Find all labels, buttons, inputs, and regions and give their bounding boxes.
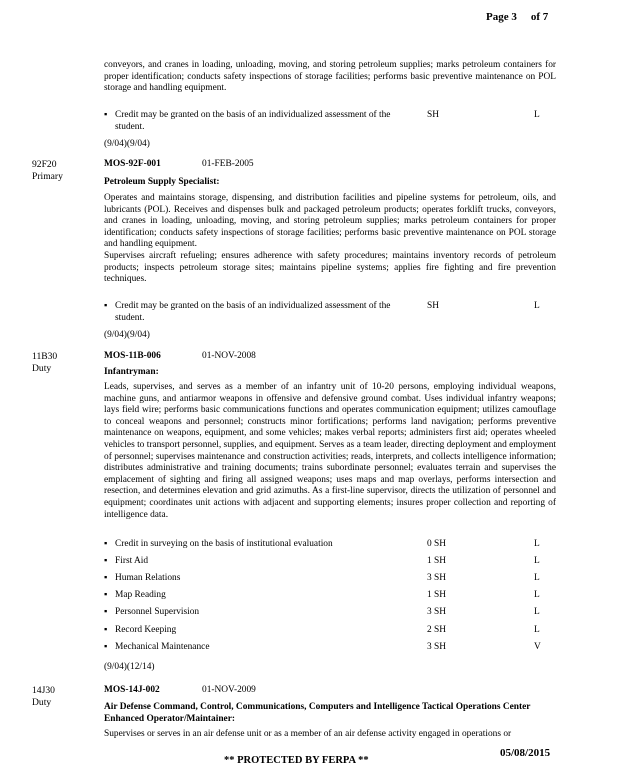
mos-date: 01-NOV-2009 [202,685,256,695]
mos-type: Primary [32,170,63,182]
mos-id: MOS-11B-006 [104,351,161,361]
credit-item [104,539,404,551]
credit-hours: 1 SH [427,590,447,600]
credit-text: Personnel Supervision [115,607,200,617]
bullet-icon: ▪ [104,539,108,549]
credit-level: L [534,110,540,120]
mos-id: MOS-92F-001 [104,159,161,169]
credit-item [104,301,404,324]
credit-level: V [534,642,541,652]
credit-item [104,110,404,133]
credit-level: L [534,590,540,600]
credit-text: First Aid [115,556,149,566]
credit-hours: 1 SH [427,556,447,566]
credit-hours: SH [427,301,439,311]
mos-code-label [32,351,92,374]
credit-text: Mechanical Maintenance [115,642,210,652]
bullet-icon: ▪ [104,625,108,635]
credit-hours: SH [427,110,439,120]
mos-entry-header [104,351,556,363]
credit-hours: 2 SH [427,625,447,635]
credit-text: Record Keeping [115,625,177,635]
credit-level: L [534,539,540,549]
print-date: 05/08/2015 [500,747,551,759]
continuation-paragraph: conveyors, and cranes in loading, unloading, moving, and storing petroleum supplies; marks petroleum containers for proper identification; conducts safety inspections of storage facilities; performs basic preventive maintenance on POL storage and handling equipment. [104,60,556,94]
credit-item [104,642,404,654]
mos-title: Air Defense Command, Control, Communications, Computers and Intelligence Tactical Operations Center Enhanced Operator/Maintainer: [104,702,531,724]
bullet-icon: ▪ [104,590,108,600]
credit-level: L [534,556,540,566]
bullet-icon: ▪ [104,642,108,652]
bullet-icon: ▪ [104,301,108,311]
mos-code-label [32,685,92,708]
mos-id: MOS-14J-002 [104,685,160,695]
mos-code: 92F20 [32,159,57,170]
evaluation-dates: (9/04)(12/14) [104,662,155,672]
credit-text: Human Relations [115,573,181,583]
credit-level: L [534,607,540,617]
page-number [486,12,548,24]
mos-code-label [32,159,92,182]
credit-item [104,573,404,585]
evaluation-dates: (9/04)(9/04) [104,330,150,340]
bullet-icon: ▪ [104,110,108,120]
credit-hours: 3 SH [427,573,447,583]
mos-title: Infantryman: [104,367,159,377]
page-label: Page 3 [486,11,517,23]
evaluation-dates: (9/04)(9/04) [104,139,150,149]
credit-item [104,590,404,602]
credit-hours: 0 SH [427,539,447,549]
credit-item [104,625,404,637]
credit-hours: 3 SH [427,607,447,617]
credit-level: L [534,301,540,311]
bullet-icon: ▪ [104,556,108,566]
credit-level: L [534,573,540,583]
credit-item [104,556,404,568]
credit-text: Credit in surveying on the basis of institutional evaluation [115,539,333,549]
mos-description-continued: Supervises aircraft refueling; ensures adherence with safety procedures; maintains inventory records of petroleum products; inspects petroleum storage sites; maintains pipeline systems; applies fire fighting and fire prevention techniques. [104,251,556,285]
mos-type: Duty [32,362,52,374]
credit-text: Map Reading [115,590,166,600]
mos-description: Leads, supervises, and serves as a member of an infantry unit of 10-20 persons, employing individual weapons, machine guns, and antiarmor weapons in offensive and defensive ground combat. Uses individual infantry weapons; lays field wire; performs basic communications functions and operates communication equipment; utilizes camouflage to conceal weapons and personnel; constructs minor fortifications; performs land navigation; performs preventive maintenance on weapons, equipment, and some vehicles; makes verbal reports; administers first aid; operates wheeled vehicles to transport personnel, supplies, and equipment. Serves as a team leader, directing deployment and employment of personnel; supervises maintenance and construction activities; reads, interprets, and collects intelligence information; distributes administrative and training documents; trains subordinate personnel; evaluates terrain and supervises the emplacement of sighting and firing all assigned weapons; uses maps and map overlays, performs intersection and resection, and determines elevation and grid azimuths. As a first-line supervisor, directs the utilization of personnel and equipment; coordinates unit actions with adjacent and supporting elements; insures proper collection and reporting of intelligence data. [104,382,556,520]
mos-date: 01-FEB-2005 [202,159,254,169]
credit-text: Credit may be granted on the basis of an individualized assessment of the student. [115,301,391,323]
mos-description: Supervises or serves in an air defense unit or as a member of an air defense activity engaged in operations or [104,729,512,739]
page-of: of 7 [530,11,549,23]
mos-code: 11B30 [32,351,58,362]
mos-date: 01-NOV-2008 [202,351,256,361]
credit-item [104,607,404,619]
credit-hours: 3 SH [427,642,447,652]
mos-entry-header [104,159,556,171]
credit-level: L [534,625,540,635]
ferpa-notice: ** PROTECTED BY FERPA ** [224,755,369,766]
mos-type: Duty [32,696,52,708]
bullet-icon: ▪ [104,573,108,583]
bullet-icon: ▪ [104,607,108,617]
credit-text: Credit may be granted on the basis of an individualized assessment of the student. [115,110,391,132]
mos-description: Operates and maintains storage, dispensing, and distribution facilities and pipeline systems for petroleum, oils, and lubricants (POL). Receives and dispenses bulk and packaged petroleum products; operates forklift trucks, conveyors, and cranes in loading, unloading, moving, and storing petroleum supplies; marks petroleum containers for proper identification; conducts safety inspections of storage facilities; performs basic preventive maintenance on POL storage and handling equipment. [104,193,556,250]
mos-title: Petroleum Supply Specialist: [104,177,220,187]
mos-entry-header [104,685,556,697]
mos-code: 14J30 [32,685,55,696]
